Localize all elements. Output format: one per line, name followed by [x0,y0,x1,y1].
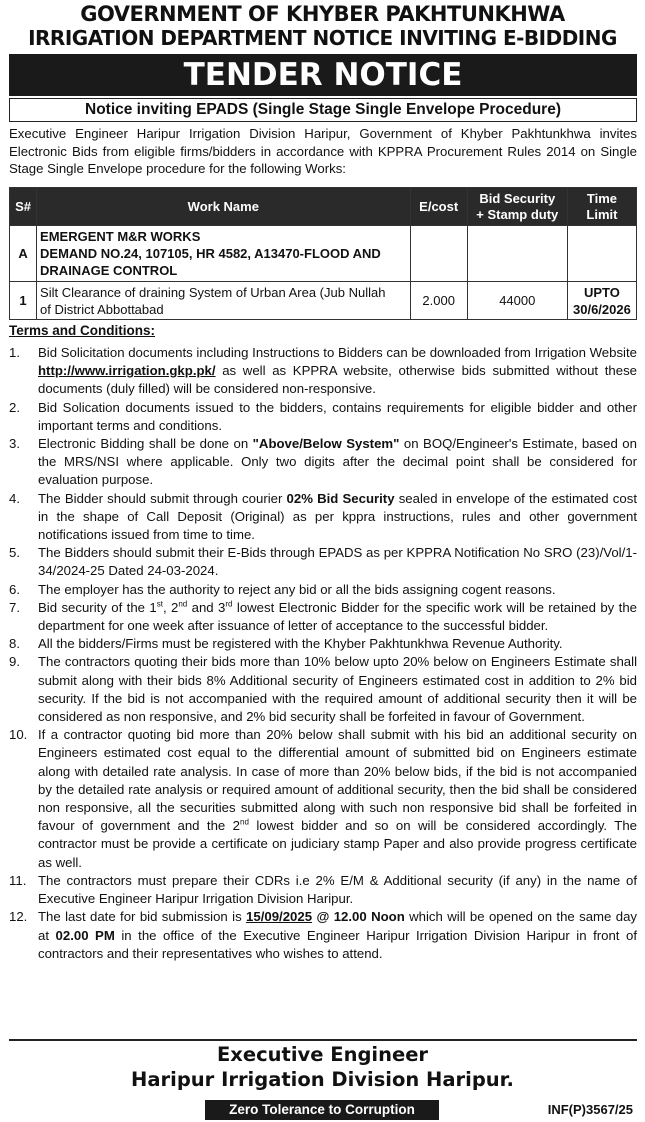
row-sno: 1 [10,282,37,320]
term-text: lowest bidder and so on will be considered accordingly. The contractor must be provide a certificate on judiciary stamp Paper and also provide progress certificate as well. [38,818,637,870]
header-bid-security-line2: + Stamp duty [476,206,559,222]
term-text: The Bidders should submit their E-Bids through EPADS as per KPPRA Notification No SRO (23)/Vol/1-34/2024-25 Dated 24-03-2024. [38,545,637,579]
term-text: as well as KPPRA website, otherwise bids submitted without these documents (duly filled) will be considered non-responsive. [38,363,637,397]
term-item [9,872,637,908]
term-text: The last date for bid submission is [38,909,247,925]
signatory-office: Haripur Irrigation Division Haripur. [131,1068,514,1091]
term-emphasis: "Above/Below System" [252,436,400,452]
term-text: Electronic Bidding shall be done on [38,436,253,452]
term-item [9,653,637,726]
term-number: 9. [9,654,20,670]
group-title-line1: EMERGENT M&R WORKS [40,229,201,244]
footer-divider [9,1039,637,1041]
signatory-title: Executive Engineer [216,1043,429,1066]
term-item [9,490,637,545]
term-number: 4. [9,490,20,506]
row-bid-security: 44000 [467,282,567,320]
ordinal-suffix: nd [178,599,188,609]
intro-paragraph: Executive Engineer Haripur Irrigation Division Haripur, Government of Khyber Pakhtunkhwa invites Electronic Bids from eligible firms/bidders in accordance with KPPRA Procurement Rules 2014 on Single Stage Single Envelope procedure for the following Works: [9,126,637,176]
opening-time: 02.00 PM [55,927,115,943]
term-text: The contractors must prepare their CDRs i.e 2% E/M & Additional security (if any) in the name of Executive Engineer Haripur Irrigation Division Haripur. [38,872,637,907]
term-text: on BOQ/Engineer's Estimate, based on the MRS/NSI where applicable. Only two digits after the decimal point shall be considered for evaluation purpose. [38,436,637,488]
group-time-cell [567,226,636,282]
government-heading: GOVERNMENT OF KHYBER PAKHTUNKHWA [80,2,565,26]
term-item [9,635,637,653]
term-item [9,435,637,490]
table-header-row [10,188,637,226]
row-work-line1: Silt Clearance of draining System of Urban Area (Jub Nullah [40,284,386,300]
term-number: 7. [9,599,20,615]
term-item [9,344,637,399]
term-text: and 3 [187,599,226,615]
term-number: 12. [9,909,28,925]
tender-notice-banner: TENDER NOTICE [9,54,637,96]
header-bid-security-line1: Bid Security [479,190,556,206]
term-text: , 2 [162,599,179,615]
term-text: @ [312,909,334,925]
header-sno: S# [10,188,37,226]
ordinal-suffix: st [156,599,163,609]
row-time-line1: UPTO [583,284,620,300]
term-text: Bid Solicitation documents including Instructions to Bidders can be downloaded from Irrigation Website [38,345,637,360]
table-row [10,282,637,320]
header-ecost: E/cost [410,188,467,226]
term-text: lowest Electronic Bidder for the specific work will be retained by the department for one week after issuance of letter of acceptance to the successful bidder. [38,599,637,634]
term-item [9,544,637,580]
ordinal-suffix: nd [240,817,249,827]
term-text: The employer has the authority to reject any bid or all the bids assigning cogent reasons. [38,581,556,597]
term-item [9,726,637,872]
notice-subtitle: Notice inviting EPADS (Single Stage Single Envelope Procedure) [9,98,637,122]
group-title-line2: DEMAND NO.24, 107105, HR 4582, A13470-FLOOD AND [40,246,381,261]
term-number: 6. [9,581,20,597]
term-text: which will be opened on the same day at [38,909,638,943]
header-time-line2: Limit [586,206,618,222]
term-text: All the bidders/Firms must be registered with the Khyber Pakhtunkhwa Revenue Authority. [38,636,563,652]
term-number: 3. [9,436,20,452]
term-text: Bid Solication documents issued to the bidders, contains requirements for eligible bidder and other important terms and conditions. [38,399,637,433]
term-text: If a contractor quoting bid more than 20% below shall submit with his bid an additional security on Engineers estimated cost equal to the differential amount of submitted bid on Engineers estimate along with detailed rate analysis. In case of more than 20% below bids, if the bid is not accompanied by the detailed rate analysis or required amount of additional security, then the bid shall be considered non responsive, all the securities submitted along with such non responsive bid shall be forfeited in favour of government and the 2 [38,727,637,834]
header-bid-security [467,188,567,226]
row-time-limit [567,282,636,320]
irrigation-website-link[interactable]: http://www.irrigation.gkp.pk/ [38,363,216,379]
term-item [9,599,637,635]
submission-time: 12.00 Noon [333,909,405,925]
group-sno: A [10,226,37,282]
term-emphasis: 02% Bid Security [286,490,395,506]
term-text: The Bidder should submit through courier [38,490,287,506]
group-ecost-cell [410,226,467,282]
term-number: 10. [9,727,28,743]
term-item [9,581,637,599]
group-title-line3: DRAINAGE CONTROL [40,263,178,278]
term-number: 2. [9,399,20,415]
header-work-name: Work Name [37,188,411,226]
reference-number: INF(P)3567/25 [547,1102,633,1117]
term-text: Bid security of the 1 [38,599,157,615]
term-text: The contractors quoting their bids more than 10% below upto 20% below on Engineers Estimate shall submit along with their bids 8% Additional security of Engineers estimated cost in addition to 2% bid security. If the bid is not accompanied with the required amount of additional security then it will be considered as non responsive, and 2% bid security shall be forfeited in favour of Government. [38,654,637,725]
group-title [37,226,411,282]
term-number: 5. [9,545,20,561]
row-ecost: 2.000 [410,282,467,320]
term-item [9,399,637,435]
term-number: 1. [9,345,20,360]
term-text: in the office of the Executive Engineer Haripur Irrigation Division Haripur in front of contractors and their representatives who wishes to attend. [38,927,637,961]
term-number: 8. [9,636,20,652]
term-number: 11. [9,872,27,888]
term-item [9,908,637,963]
terms-heading: Terms and Conditions: [9,323,156,338]
row-work-name [37,282,411,320]
works-table [9,187,637,320]
row-time-line2: 30/6/2026 [573,301,631,317]
department-heading: IRRIGATION DEPARTMENT NOTICE INVITING E-BIDDING [28,26,617,50]
ordinal-suffix: rd [225,599,233,609]
term-text: sealed in envelope of the estimated cost in the shape of Call Deposit (Original) as per kppra instructions, rules and other government notifications issued from time to time. [38,490,637,543]
terms-list [9,344,637,963]
anti-corruption-slogan: Zero Tolerance to Corruption [205,1100,439,1120]
table-row-group [10,226,637,282]
group-security-cell [467,226,567,282]
submission-date: 15/09/2025 [246,909,313,925]
header-time-limit [567,188,636,226]
header-time-line1: Time [586,190,617,206]
row-work-line2: of District Abbottabad [40,301,164,317]
